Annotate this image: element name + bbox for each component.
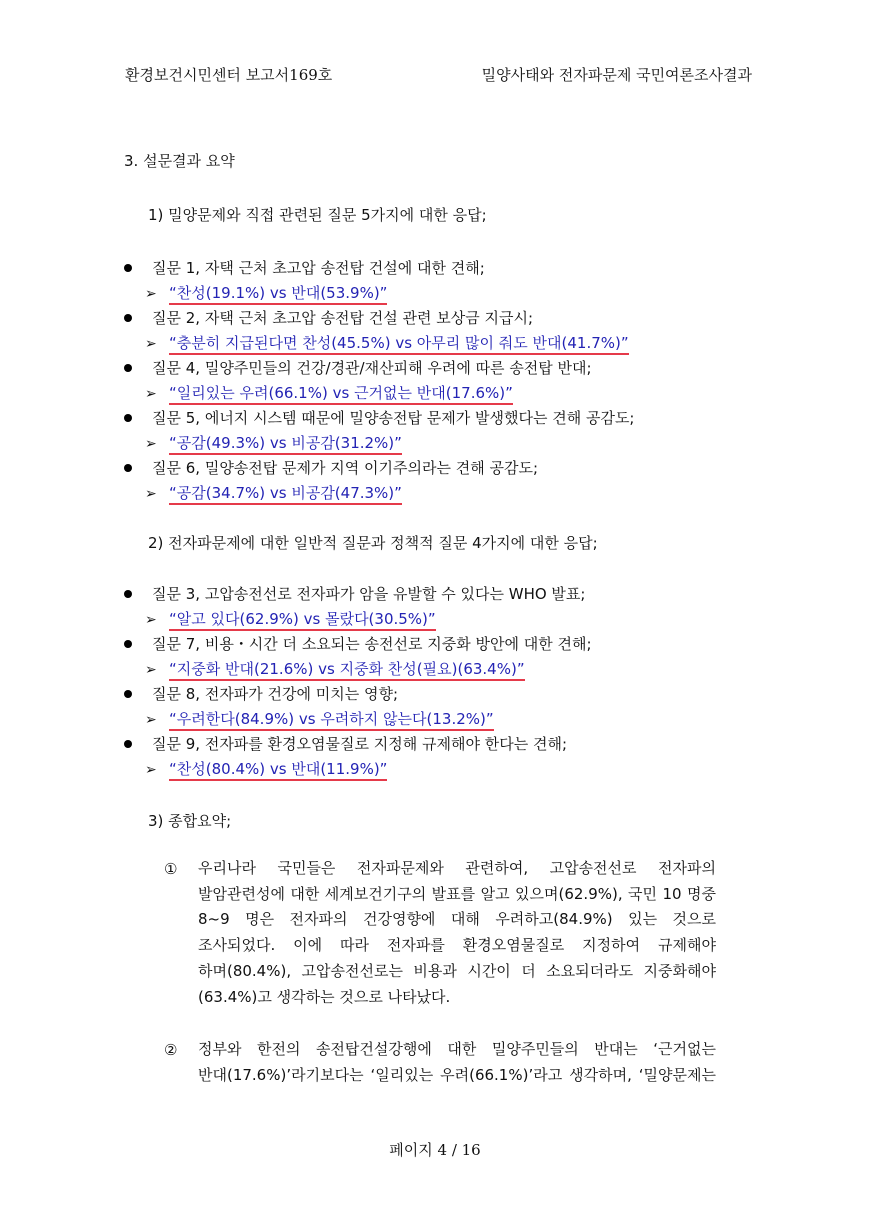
arrow-icon: ➢ [145, 286, 157, 302]
answer-item: ➢ “공감(34.7%) vs 비공감(47.3%)” [145, 482, 402, 503]
paragraph-marker: ② [164, 1041, 178, 1059]
bullet-icon [124, 364, 132, 372]
part2-title: 2) 전자파문제에 대한 일반적 질문과 정책적 질문 4가지에 대한 응답; [148, 534, 598, 552]
question-item: 질문 4, 밀양주민들의 건강/경관/재산피해 우려에 따른 송전탑 반대; [124, 357, 592, 378]
answer-item: ➢ “지중화 반대(21.6%) vs 지중화 찬성(필요)(63.4%)” [145, 658, 525, 679]
part3-title: 3) 종합요약; [148, 812, 232, 830]
answer-item: ➢ “우려한다(84.9%) vs 우려하지 않는다(13.2%)” [145, 708, 494, 729]
bullet-icon [124, 314, 132, 322]
page-number: 페이지 4 / 16 [389, 1141, 481, 1159]
bullet-icon [124, 740, 132, 748]
arrow-icon: ➢ [145, 762, 157, 778]
question-item: 질문 2, 자택 근처 초고압 송전탑 건설 관련 보상금 지급시; [124, 307, 533, 328]
question-item: 질문 7, 비용・시간 더 소요되는 송전선로 지중화 방안에 대한 견해; [124, 633, 592, 654]
answer-item: ➢ “찬성(19.1%) vs 반대(53.9%)” [145, 282, 387, 303]
paragraph-line: 반대(17.6%)’라기보다는 ‘일리있는 우려(66.1%)’라고 생각하며, ‘밀양문제는 [198, 1065, 716, 1084]
bullet-icon [124, 640, 132, 648]
question-item: 질문 1, 자택 근처 초고압 송전탑 건설에 대한 견해; [124, 257, 485, 278]
arrow-icon: ➢ [145, 486, 157, 502]
paragraph-line: 하며(80.4%), 고압송전선로는 비용과 시간이 더 소요되더라도 지중화해야 [198, 961, 716, 980]
question-item: 질문 5, 에너지 시스템 때문에 밀양송전탑 문제가 발생했다는 견해 공감도; [124, 407, 635, 428]
bullet-icon [124, 464, 132, 472]
paragraph-line: 우리나라 국민들은 전자파문제와 관련하여, 고압송전선로 전자파의 [198, 859, 716, 877]
summary-paragraph-1 [198, 856, 716, 1010]
arrow-icon: ➢ [145, 662, 157, 678]
header-left: 환경보건시민센터 보고서169호 [125, 66, 333, 84]
part1-title: 1) 밀양문제와 직접 관련된 질문 5가지에 대한 응답; [148, 206, 487, 224]
arrow-icon: ➢ [145, 712, 157, 728]
arrow-icon: ➢ [145, 436, 157, 452]
bullet-icon [124, 690, 132, 698]
answer-item: ➢ “일리있는 우려(66.1%) vs 근거없는 반대(17.6%)” [145, 382, 513, 403]
section-title: 3. 설문결과 요약 [124, 152, 235, 170]
answer-item: ➢ “알고 있다(62.9%) vs 몰랐다(30.5%)” [145, 608, 436, 629]
header-right: 밀양사태와 전자파문제 국민여론조사결과 [481, 66, 752, 84]
arrow-icon: ➢ [145, 386, 157, 402]
paragraph-line: 정부와 한전의 송전탑건설강행에 대한 밀양주민들의 반대는 ‘근거없는 [198, 1040, 716, 1058]
paragraph-marker: ① [164, 860, 178, 878]
paragraph-line: (63.4%)고 생각하는 것으로 나타났다. [198, 987, 451, 1006]
bullet-icon [124, 264, 132, 272]
question-item: 질문 3, 고압송전선로 전자파가 암을 유발할 수 있다는 WHO 발표; [124, 583, 585, 604]
bullet-icon [124, 590, 132, 598]
answer-item: ➢ “충분히 지급된다면 찬성(45.5%) vs 아무리 많이 줘도 반대(41.7%)” [145, 332, 629, 353]
arrow-icon: ➢ [145, 612, 157, 628]
question-item: 질문 8, 전자파가 건강에 미치는 영향; [124, 683, 398, 704]
question-item: 질문 6, 밀양송전탑 문제가 지역 이기주의라는 견해 공감도; [124, 457, 538, 478]
paragraph-line: 8~9 명은 전자파의 건강영향에 대해 우려하고(84.9%) 있는 것으로 [198, 910, 716, 929]
answer-item: ➢ “찬성(80.4%) vs 반대(11.9%)” [145, 758, 387, 779]
paragraph-line: 조사되었다. 이에 따라 전자파를 환경오염물질로 지정하여 규제해야 [198, 936, 716, 955]
paragraph-line: 발암관련성에 대한 세계보건기구의 발표를 알고 있으며(62.9%), 국민 10 명중 [198, 884, 716, 903]
answer-item: ➢ “공감(49.3%) vs 비공감(31.2%)” [145, 432, 402, 453]
question-item: 질문 9, 전자파를 환경오염물질로 지정해 규제해야 한다는 견해; [124, 733, 567, 754]
summary-paragraph-2 [198, 1037, 716, 1088]
arrow-icon: ➢ [145, 336, 157, 352]
bullet-icon [124, 414, 132, 422]
